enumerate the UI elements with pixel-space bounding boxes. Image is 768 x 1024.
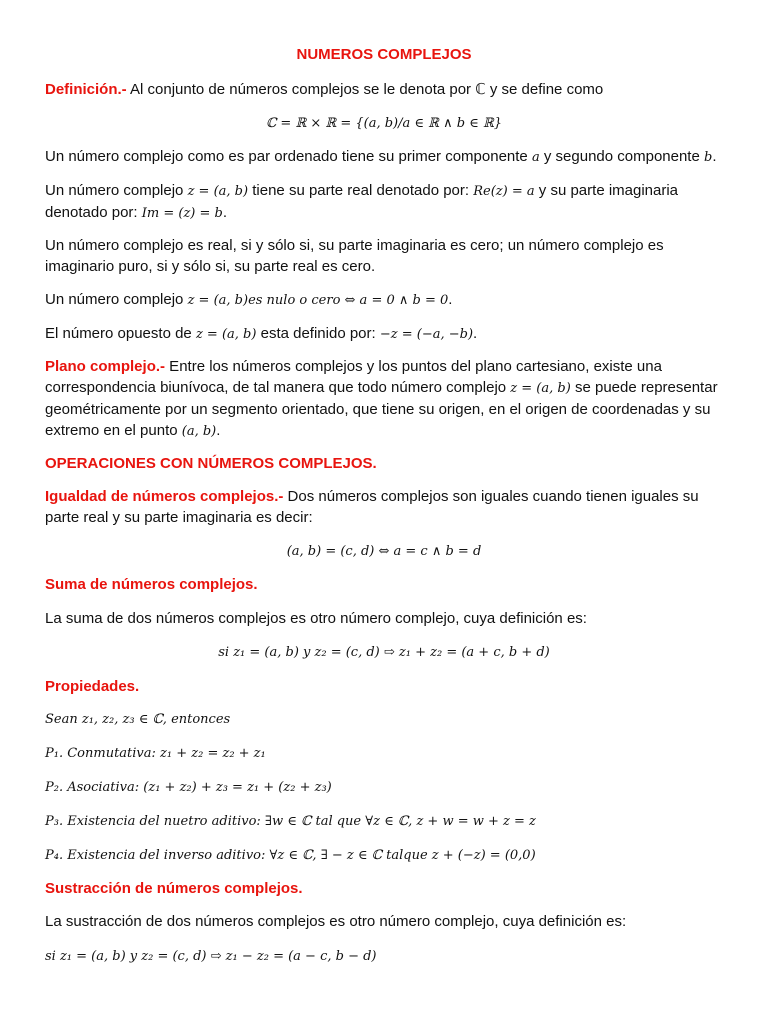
property-associative: P₂. Asociativa: (z₁ + z₂) + z₃ = z₁ + (z₂ + z₃) — [45, 780, 332, 795]
complex-plane-heading: Plano complejo.- — [45, 358, 166, 375]
property-additive-identity: P₃. Existencia del nuetro aditivo: ∃w ∈ ℂ tal que ∀z ∈ ℂ, z + w = w + z = z — [45, 814, 536, 829]
definition-text: Al conjunto de números complejos se le denota por ℂ y se define como — [126, 81, 604, 98]
sum-formula: si z₁ = (a, b) y z₂ = (c, d) ⇨ z₁ + z₂ = (a + c, b + d) — [218, 645, 550, 660]
property-commutative: P₁. Conmutativa: z₁ + z₂ = z₂ + z₁ — [45, 746, 266, 761]
sum-definition-text: La suma de dos números complejos es otro número complejo, cuya definición es: — [45, 610, 587, 627]
definition-paragraph — [45, 79, 728, 100]
subtraction-heading: Sustracción de números complejos. — [45, 880, 303, 897]
definition-formula: ℂ = ℝ × ℝ = {(a, b)/a ∈ ℝ ∧ b ∈ ℝ} — [265, 116, 503, 131]
complex-plane-paragraph: Plano complejo.- Entre los números complejos y los puntos del plano cartesiano, existe una correspondencia biunívoca, de tal manera que todo número complejo z = (a, b) se puede representar geométricamente por un segmento orientado, que tiene su origen, en el origen de coordenadas y su extremo en el punto (a, b). — [45, 358, 718, 439]
subtraction-definition-text: La sustracción de dos números complejos es otro número complejo, cuya definición es: — [45, 913, 627, 930]
paragraph-null-number: Un número complejo z = (a, b)es nulo o cero ⇔ a = 0 ∧ b = 0. — [45, 291, 453, 308]
paragraph-opposite-number: El número opuesto de z = (a, b) esta definido por: −z = (−a, −b). — [45, 325, 478, 342]
property-additive-inverse: P₄. Existencia del inverso aditivo: ∀z ∈ ℂ, ∃ − z ∈ ℂ talque z + (−z) = (0,0) — [45, 848, 536, 863]
paragraph-real-pure-imaginary: Un número complejo es real, si y sólo si, su parte imaginaria es cero; un número complejo es imaginario puro, si y sólo si, su parte real es cero. — [45, 237, 664, 275]
subtraction-formula: si z₁ = (a, b) y z₂ = (c, d) ⇨ z₁ − z₂ = (a − c, b − d) — [45, 949, 377, 964]
sum-heading: Suma de números complejos. — [45, 576, 258, 593]
equality-heading: Igualdad de números complejos.- — [45, 488, 284, 505]
properties-intro: Sean z₁, z₂, z₃ ∈ ℂ, entonces — [45, 712, 231, 727]
equality-formula: (a, b) = (c, d) ⇔ a = c ∧ b = d — [286, 544, 482, 559]
paragraph-real-imaginary-parts: Un número complejo z = (a, b) tiene su parte real denotado por: Re(z) = a y su parte imaginaria denotado por: Im = (z) = b. — [45, 182, 679, 221]
paragraph-ordered-pair: Un número complejo como es par ordenado tiene su primer componente a y segundo componente b. — [45, 148, 717, 165]
operations-heading: OPERACIONES CON NÚMEROS COMPLEJOS. — [45, 455, 377, 472]
definition-heading: Definición.- — [45, 81, 127, 98]
equality-paragraph: Igualdad de números complejos.- Dos números complejos son iguales cuando tienen iguales su parte real y su parte imaginaria es decir: — [45, 488, 699, 526]
properties-heading: Propiedades. — [45, 678, 140, 695]
page-title: NUMEROS COMPLEJOS — [296, 46, 472, 63]
